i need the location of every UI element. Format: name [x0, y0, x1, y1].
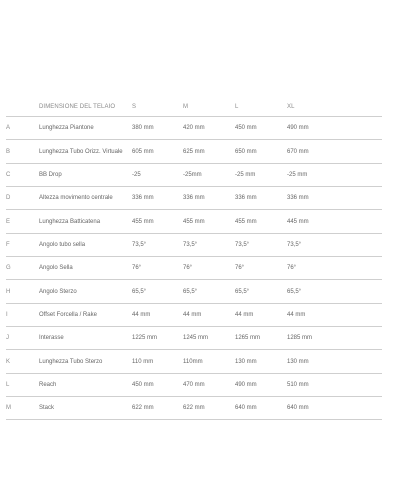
row-value-xl: 640 mm — [287, 405, 309, 412]
table-row — [6, 187, 382, 210]
row-dimension-name: Angolo Sterzo — [39, 288, 77, 295]
row-value-s: 455 mm — [132, 218, 154, 225]
row-value-xl: 510 mm — [287, 381, 309, 388]
row-dimension-name: Lunghezza Batticatena — [39, 218, 101, 225]
row-letter: L — [6, 381, 10, 388]
row-value-s: 110 mm — [132, 358, 154, 365]
row-value-m: 1245 mm — [183, 335, 209, 342]
row-value-s: 65,5° — [132, 288, 147, 295]
row-value-l: 650 mm — [235, 148, 257, 155]
row-value-s: 622 mm — [132, 405, 154, 412]
row-value-xl: 490 mm — [287, 125, 309, 132]
row-value-s: 450 mm — [132, 381, 154, 388]
table-row — [6, 304, 382, 327]
row-value-m: 622 mm — [183, 405, 205, 412]
row-dimension-name: Lunghezza Tubo Orizz. Virtuale — [39, 148, 123, 155]
row-value-l: 76° — [235, 265, 245, 272]
row-dimension-name: Lunghezza Tubo Sterzo — [39, 358, 103, 365]
row-letter: M — [6, 405, 11, 412]
row-value-m: 336 mm — [183, 195, 205, 202]
row-dimension-name: Offset Forcella / Rake — [39, 311, 97, 318]
row-value-m: 625 mm — [183, 148, 205, 155]
row-letter: A — [6, 125, 11, 132]
header-size-xl: XL — [287, 104, 295, 110]
row-value-s: 1225 mm — [132, 335, 158, 342]
header-size-m: M — [183, 104, 189, 110]
header-size-l: L — [235, 104, 239, 110]
table-row — [6, 374, 382, 397]
row-value-xl: -25 mm — [287, 171, 308, 178]
row-dimension-name: Angolo Sella — [39, 265, 73, 272]
table-row — [6, 280, 382, 303]
row-dimension-name: Altezza movimento centrale — [39, 195, 113, 202]
row-value-m: 420 mm — [183, 125, 205, 132]
row-value-xl: 76° — [287, 265, 297, 272]
table-row — [6, 234, 382, 257]
row-letter: H — [6, 288, 11, 295]
row-value-m: 470 mm — [183, 381, 205, 388]
row-value-xl: 73,5° — [287, 241, 302, 248]
row-letter: F — [6, 241, 10, 248]
row-value-l: 640 mm — [235, 405, 257, 412]
row-value-m: -25mm — [183, 171, 202, 178]
table-row — [6, 164, 382, 187]
header-size-s: S — [132, 104, 137, 110]
row-value-l: 455 mm — [235, 218, 257, 225]
row-value-s: 336 mm — [132, 195, 154, 202]
row-dimension-name: BB Drop — [39, 171, 62, 178]
row-value-xl: 336 mm — [287, 195, 309, 202]
row-letter: C — [6, 171, 11, 178]
row-value-s: 76° — [132, 265, 142, 272]
row-value-s: 380 mm — [132, 125, 154, 132]
row-value-l: -25 mm — [235, 171, 256, 178]
row-value-s: 44 mm — [132, 311, 151, 318]
row-letter: E — [6, 218, 11, 225]
table-row — [6, 117, 382, 140]
row-value-xl: 670 mm — [287, 148, 309, 155]
header-frame-size: DIMENSIONE DEL TELAIO — [39, 104, 116, 110]
row-letter: D — [6, 195, 11, 202]
row-value-s: 73,5° — [132, 241, 147, 248]
table-row — [6, 327, 382, 350]
table-row — [6, 257, 382, 280]
row-value-s: 605 mm — [132, 148, 154, 155]
row-value-xl: 44 mm — [287, 311, 306, 318]
row-value-m: 455 mm — [183, 218, 205, 225]
row-value-m: 73,5° — [183, 241, 198, 248]
table-row — [6, 140, 382, 163]
row-value-l: 336 mm — [235, 195, 257, 202]
row-value-xl: 1285 mm — [287, 335, 313, 342]
row-value-l: 490 mm — [235, 381, 257, 388]
row-letter: I — [6, 311, 8, 318]
row-letter: G — [6, 265, 11, 272]
row-dimension-name: Lunghezza Piantone — [39, 125, 94, 132]
table-body — [6, 117, 382, 420]
row-value-s: -25 — [132, 171, 141, 178]
row-letter: J — [6, 335, 9, 342]
table-row — [6, 397, 382, 420]
geometry-table — [6, 96, 382, 420]
row-value-m: 65,5° — [183, 288, 198, 295]
row-value-l: 1265 mm — [235, 335, 261, 342]
row-value-l: 73,5° — [235, 241, 250, 248]
row-dimension-name: Angolo tubo sella — [39, 241, 86, 248]
row-dimension-name: Interasse — [39, 335, 64, 342]
row-value-l: 450 mm — [235, 125, 257, 132]
row-value-xl: 130 mm — [287, 358, 309, 365]
table-row — [6, 210, 382, 233]
row-value-l: 130 mm — [235, 358, 257, 365]
row-dimension-name: Stack — [39, 405, 55, 412]
row-value-l: 65,5° — [235, 288, 250, 295]
row-value-m: 110mm — [183, 358, 203, 365]
table-row — [6, 350, 382, 373]
row-letter: B — [6, 148, 11, 155]
row-value-m: 44 mm — [183, 311, 202, 318]
row-letter: K — [6, 358, 11, 365]
row-dimension-name: Reach — [39, 381, 57, 388]
row-value-xl: 445 mm — [287, 218, 309, 225]
table-header — [6, 96, 382, 117]
row-value-xl: 65,5° — [287, 288, 302, 295]
row-value-m: 76° — [183, 265, 193, 272]
row-value-l: 44 mm — [235, 311, 254, 318]
